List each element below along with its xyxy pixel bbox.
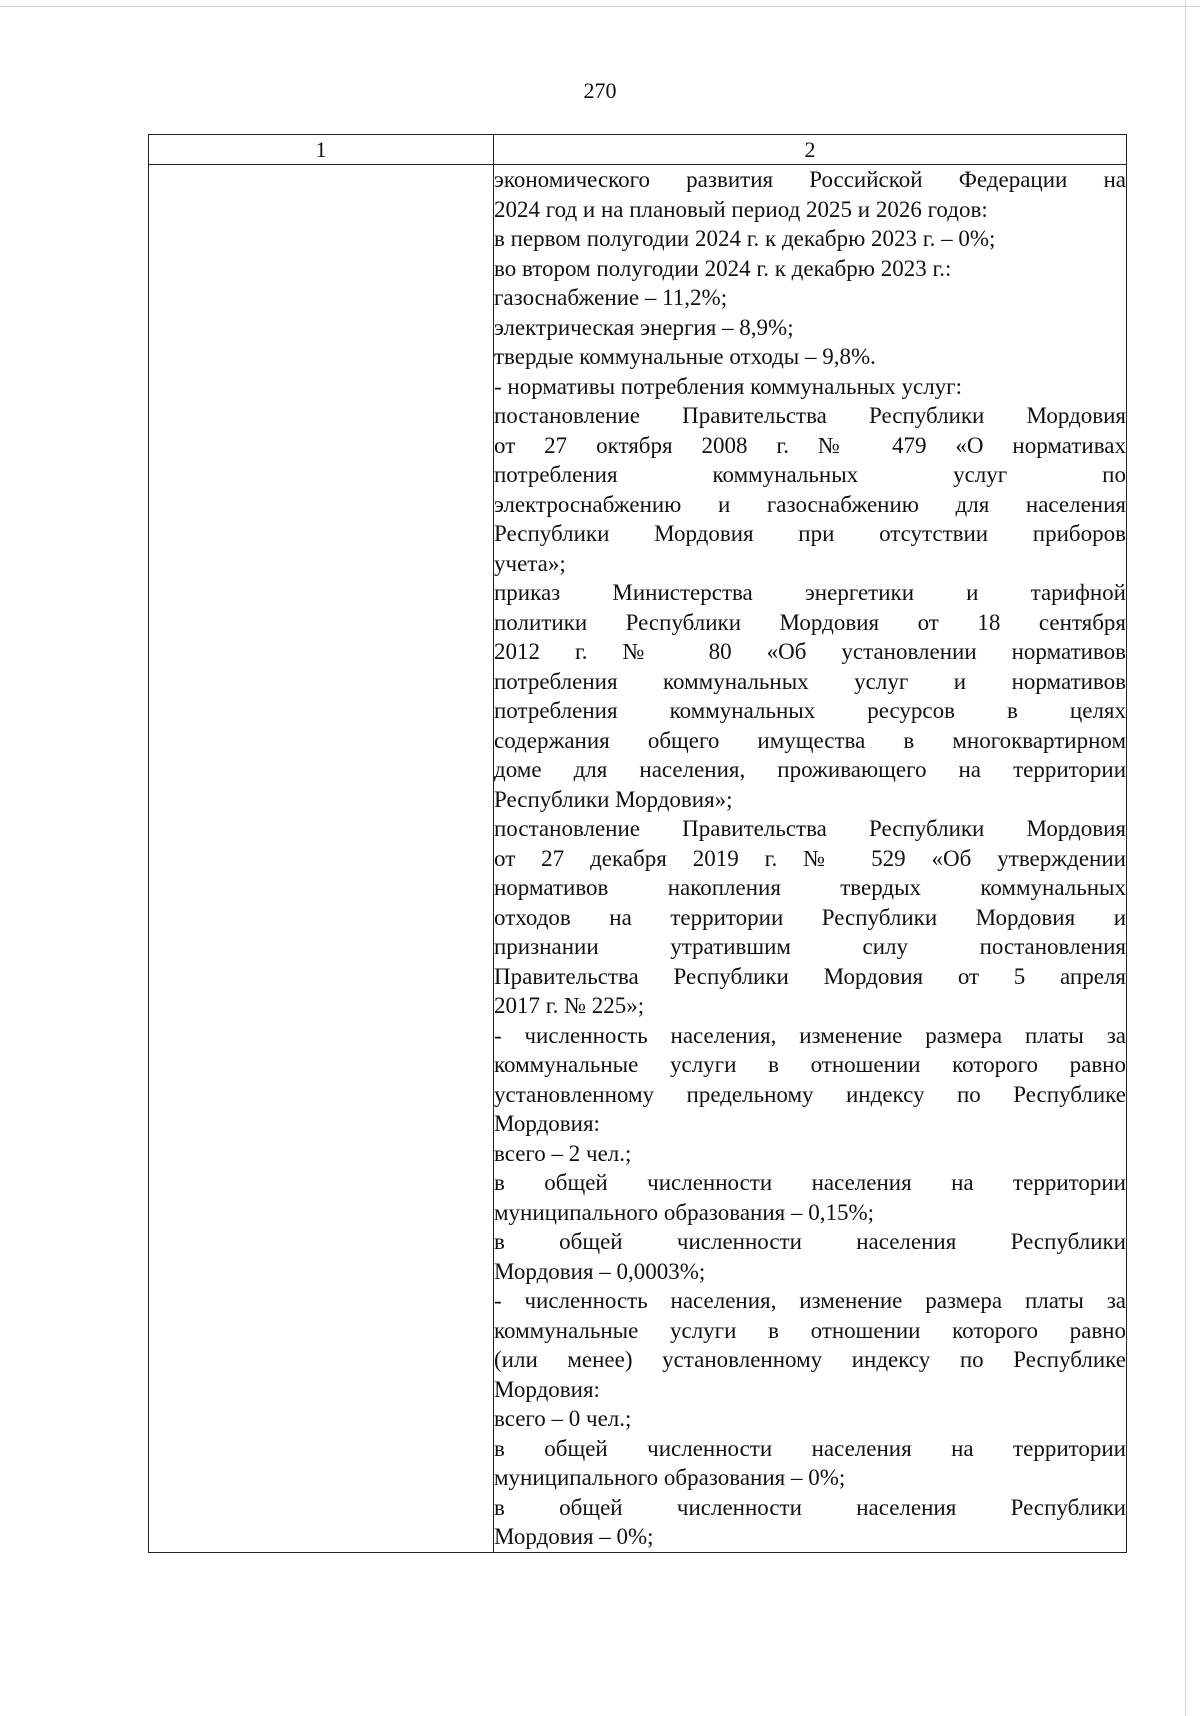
text-line: приказ Министерства энергетики и тарифной: [494, 580, 1126, 605]
text-line: признании утратившим силу постановления: [494, 934, 1126, 959]
text-line: нормативов накопления твердых коммунальных: [494, 875, 1126, 900]
text-line: в общей численности населения на территории: [494, 1435, 1126, 1461]
text-line: Мордовия – 0%;: [494, 1524, 654, 1549]
text-line: в первом полугодии 2024 г. к декабрю 2023 г. – 0%;: [494, 226, 996, 251]
column-1-header: 1: [149, 135, 494, 165]
text-line: доме для населения, проживающего на территории: [494, 757, 1126, 782]
text-line: в общей численности населения на территории: [494, 1170, 1126, 1195]
text-line: от 27 октября 2008 г. № 479 «О нормативах: [494, 432, 1126, 458]
column-2-header: 2: [494, 135, 1127, 165]
text-line: потребления коммунальных ресурсов в целях: [494, 698, 1126, 723]
text-line: содержания общего имущества в многоквартирном: [494, 727, 1126, 753]
text-line: всего – 2 чел.;: [494, 1140, 632, 1166]
text-line: установленному предельному индексу по Республике: [494, 1081, 1126, 1107]
text-line: экономического развития Российской Федерации на: [494, 167, 1126, 192]
text-line: муниципального образования – 0%;: [494, 1465, 846, 1490]
text-line: учета»;: [494, 550, 566, 576]
text-line: в общей численности населения Республики: [494, 1229, 1126, 1254]
text-line: политики Республики Мордовия от 18 сентября: [494, 609, 1126, 635]
text-line: потребления коммунальных услуг по: [494, 462, 1126, 487]
text-line: отходов на территории Республики Мордовия и: [494, 904, 1126, 930]
text-line: Республики Мордовия при отсутствии приборов: [494, 521, 1126, 546]
text-line: Мордовия:: [494, 1111, 600, 1136]
page-number: 270: [583, 78, 617, 103]
text-line: электрическая энергия – 8,9%;: [494, 314, 794, 340]
table-header-row: [149, 135, 1127, 165]
text-line: твердые коммунальные отходы – 9,8%.: [494, 344, 876, 369]
document-table: [148, 134, 1127, 1553]
text-line: коммунальные услуги в отношении которого равно: [494, 1052, 1126, 1077]
text-line: - нормативы потребления коммунальных услуг:: [494, 373, 962, 399]
text-line: муниципального образования – 0,15%;: [494, 1199, 875, 1225]
text-line: - численность населения, изменение размера платы за: [494, 1288, 1126, 1313]
text-line: потребления коммунальных услуг и нормативов: [494, 668, 1126, 694]
text-line: всего – 0 чел.;: [494, 1406, 632, 1431]
text-line: от 27 декабря 2019 г. № 529 «Об утверждении: [494, 845, 1126, 871]
text-line: электроснабжению и газоснабжению для населения: [494, 491, 1126, 517]
text-line: - численность населения, изменение размера платы за: [494, 1022, 1126, 1048]
text-line: постановление Правительства Республики Мордовия: [494, 403, 1126, 428]
text-line: во втором полугодии 2024 г. к декабрю 2023 г.:: [494, 255, 952, 281]
text-line: постановление Правительства Республики Мордовия: [494, 816, 1126, 841]
scan-edge-right: [1185, 0, 1186, 1716]
text-line: 2012 г. № 80 «Об установлении нормативов: [494, 639, 1126, 664]
text-line: 2024 год и на плановый период 2025 и 2026 годов:: [494, 196, 988, 222]
text-line: Мордовия – 0,0003%;: [494, 1258, 706, 1284]
table-row: [149, 165, 1127, 1553]
text-line: (или менее) установленному индексу по Республике: [494, 1347, 1126, 1372]
text-line: Правительства Республики Мордовия от 5 апреля: [494, 963, 1126, 989]
text-line: 2017 г. № 225»;: [494, 993, 645, 1018]
text-line: газоснабжение – 11,2%;: [494, 285, 728, 310]
column-2-cell: [494, 165, 1127, 1553]
text-line: коммунальные услуги в отношении которого равно: [494, 1317, 1126, 1343]
text-line: Республики Мордовия»;: [494, 786, 733, 812]
text-line: в общей численности населения Республики: [494, 1494, 1126, 1520]
text-line: Мордовия:: [494, 1376, 600, 1402]
scan-edge-top: [0, 6, 1200, 7]
column-1-cell: [149, 165, 494, 1553]
